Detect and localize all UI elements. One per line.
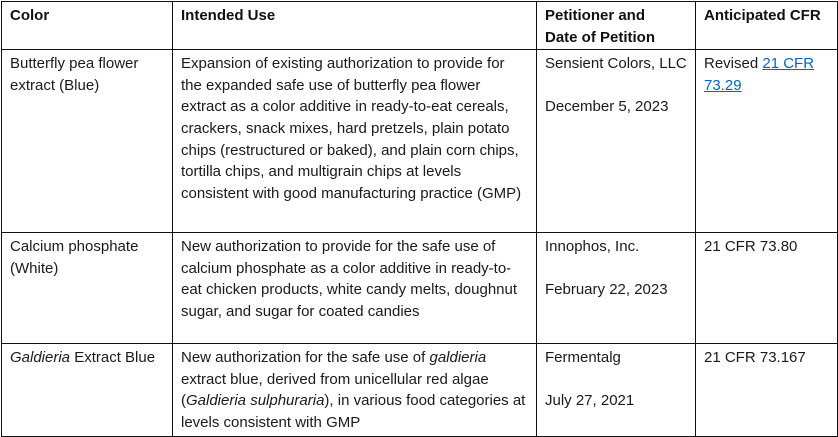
header-intended-use: Intended Use [173,2,537,50]
intended-use-text: extract blue, derived from unicellular red algae ( [181,370,489,410]
cell-anticipated-cfr: 21 CFR 73.80 [696,233,838,344]
table-row [2,344,838,437]
cell-petitioner-date [537,50,696,233]
header-petitioner-line1: Petitioner and [545,7,646,24]
cell-intended-use: Expansion of existing authorization to provide for the expanded safe use of butterfly pea flower extract as a color additive in ready-to-eat cereals, crackers, snack mixes, hard pretzels, plain potato chips (restructured or baked), and plain corn chips, tortilla chips, and multigrain chips at levels consistent with good manufacturing practice (GMP) [173,50,537,233]
header-petitioner-date [537,2,696,50]
cell-petitioner-date [537,233,696,344]
header-anticipated-cfr: Anticipated CFR [696,2,838,50]
table-row [2,233,838,344]
table-header-row [2,2,838,50]
cfr-prefix: Revised [704,55,759,73]
cell-intended-use [173,344,537,437]
header-petitioner-line2: Date of Petition [545,28,656,46]
color-additive-petitions-table [1,1,838,437]
petitioner-name: Sensient Colors, LLC [545,55,687,73]
cell-intended-use: New authorization to provide for the safe use of calcium phosphate as a color additive in ready-to-eat chicken products, white candy melts, doughnut sugar, and sugar for coated candies [173,233,537,344]
cell-color: Butterfly pea flower extract (Blue) [2,50,173,233]
petitioner-name: Fermentalg [545,349,621,367]
intended-use-italic: galdieria [429,349,487,367]
petition-date: December 5, 2023 [545,98,669,116]
intended-use-text: ), in various food categories at levels consistent with GMP [181,392,526,431]
cell-anticipated-cfr: 21 CFR 73.167 [696,344,838,437]
color-rest: Extract Blue [70,349,156,367]
header-color: Color [2,2,173,50]
cell-anticipated-cfr [696,50,838,233]
intended-use-italic: Galdieria sulphuraria [186,392,325,410]
cell-petitioner-date [537,344,696,437]
cfr-link[interactable]: 21 CFR 73.29 [704,55,815,94]
color-italic: Galdieria [10,349,71,367]
petitioner-name: Innophos, Inc. [545,238,640,256]
cell-color [2,344,173,437]
petition-date: July 27, 2021 [545,392,635,410]
petition-date: February 22, 2023 [545,281,668,299]
table-row [2,50,838,233]
intended-use-text: New authorization for the safe use of [181,349,430,367]
cell-color: Calcium phosphate (White) [2,233,173,344]
